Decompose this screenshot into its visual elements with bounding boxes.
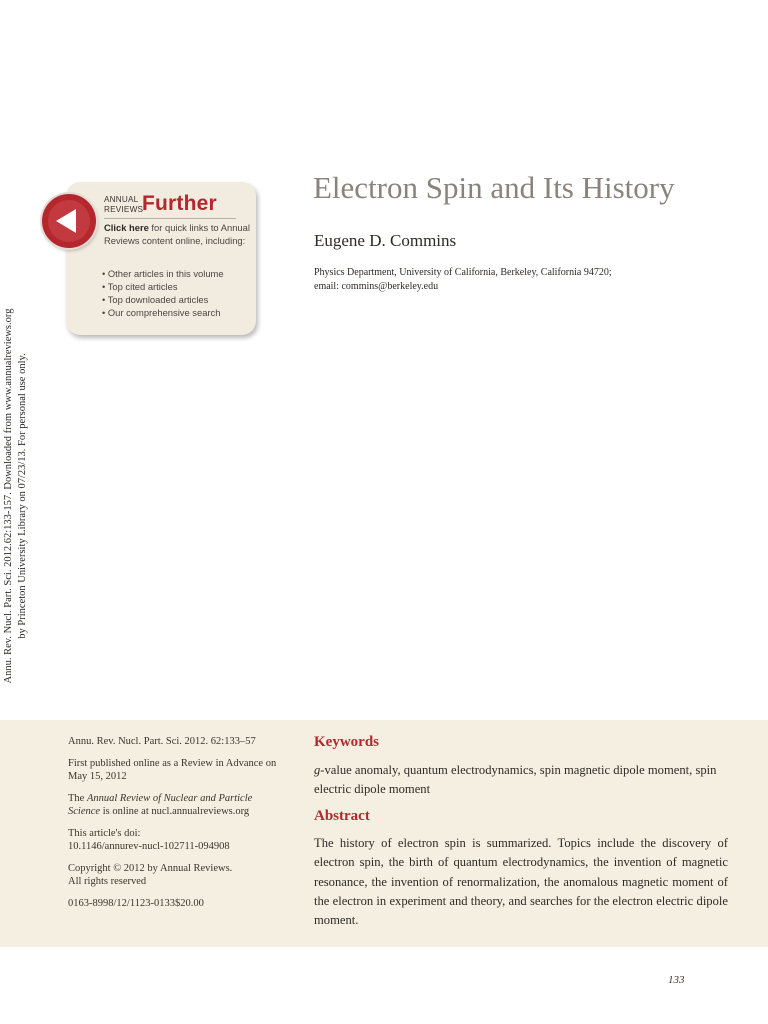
download-note-line1: Annu. Rev. Nucl. Part. Sci. 2012.62:133-157. Downloaded from www.annualreviews.org bbox=[3, 308, 14, 684]
copyright: Copyright © 2012 by Annual Reviews. bbox=[68, 863, 233, 874]
abstract-heading: Abstract bbox=[314, 808, 370, 824]
abstract-text: The history of electron spin is summarized. Topics include the discovery of electron spin, the birth of quantum electrodynamics, the invention of magnetic resonance, the invention of renormalization, the anomalous magnetic moment of the electron in experiment and theory, and searches for the electron electric dipole moment. bbox=[314, 836, 728, 928]
keywords-text: g-value anomaly, quantum electrodynamics, spin magnetic dipole moment, spin electric dipole moment bbox=[314, 763, 717, 796]
journal-name: Annual Review of Nuclear and Particle Science bbox=[68, 793, 253, 817]
author-email: email: commins@berkeley.edu bbox=[314, 280, 439, 292]
g-symbol: g bbox=[314, 763, 321, 777]
page-number: 133 bbox=[668, 974, 685, 986]
logo-annual: ANNUAL bbox=[104, 195, 139, 204]
download-note-line2: by Princeton University Library on 07/23/13. For personal use only. bbox=[17, 353, 28, 639]
article-author: Eugene D. Commins bbox=[314, 231, 457, 250]
further-description-text: for quick links to Annual Reviews content online, including: bbox=[104, 222, 250, 246]
left-arrow-icon bbox=[42, 194, 96, 248]
further-box bbox=[66, 182, 256, 335]
click-here-link[interactable]: Click here bbox=[104, 222, 149, 233]
publication-meta bbox=[68, 735, 283, 919]
citation: Annu. Rev. Nucl. Part. Sci. 2012. 62:133–57 bbox=[68, 736, 256, 747]
issn: 0163-8998/12/1123-0133$20.00 bbox=[68, 898, 204, 909]
doi-block bbox=[68, 827, 283, 853]
rights: All rights reserved bbox=[68, 876, 147, 887]
further-item-top-downloaded[interactable]: • Top downloaded articles bbox=[102, 293, 224, 306]
further-link-button[interactable] bbox=[42, 194, 96, 248]
further-item-search[interactable]: • Our comprehensive search bbox=[102, 306, 224, 319]
further-item-other-articles[interactable]: • Other articles in this volume bbox=[102, 267, 224, 280]
affiliation-department: Physics Department, University of California, Berkeley, California 94720; bbox=[314, 267, 612, 278]
logo-reviews: REVIEWS bbox=[104, 205, 144, 214]
keywords-heading: Keywords bbox=[314, 734, 379, 750]
journal-info: The Annual Review of Nuclear and Particle Science is online at nucl.annualreviews.org bbox=[68, 793, 253, 817]
further-list bbox=[102, 267, 224, 319]
article-title: Electron Spin and Its History bbox=[313, 170, 675, 205]
further-description bbox=[104, 222, 254, 247]
publication-date: First published online as a Review in Advance on May 15, 2012 bbox=[68, 758, 277, 782]
logo-divider bbox=[104, 218, 236, 219]
doi-label: This article's doi: bbox=[68, 828, 141, 839]
author-affiliation bbox=[314, 266, 612, 293]
further-item-top-cited[interactable]: • Top cited articles bbox=[102, 280, 224, 293]
copyright-block bbox=[68, 862, 283, 888]
doi: 10.1146/annurev-nucl-102711-094908 bbox=[68, 841, 230, 852]
logo-further: Further bbox=[142, 192, 217, 215]
annual-reviews-logo bbox=[104, 194, 254, 218]
download-note bbox=[0, 286, 32, 706]
